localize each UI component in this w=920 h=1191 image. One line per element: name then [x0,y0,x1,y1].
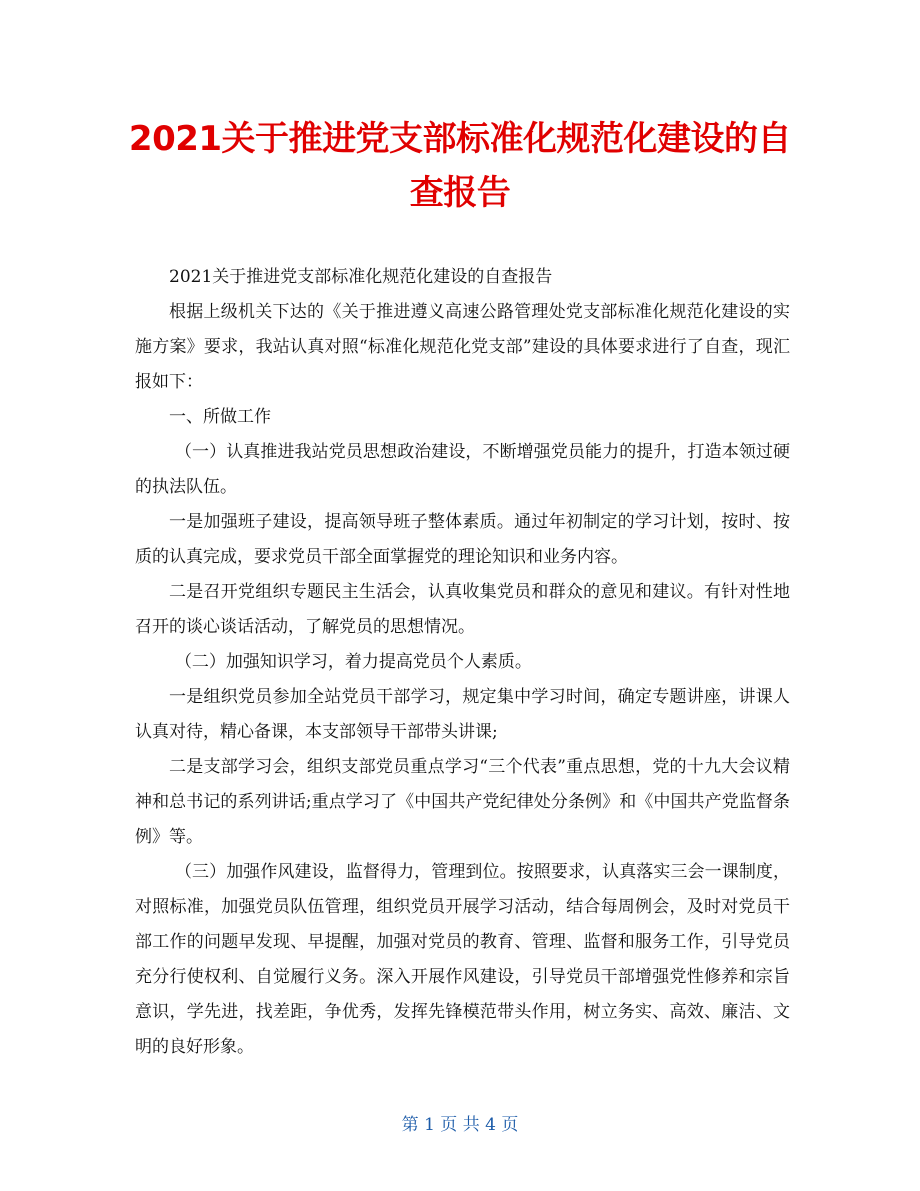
body-paragraph: 二是召开党组织专题民主生活会，认真收集党员和群众的意见和建议。有针对性地召开的谈心谈话活动，了解党员的思想情况。 [135,582,790,637]
subsection-heading: （一）认真推进我站党员思想政治建设，不断增强党员能力的提升，打造本领过硬的执法队伍。 [135,442,790,497]
subsection-heading: （三）加强作风建设，监督得力，管理到位。按照要求，认真落实三会一课制度，对照标准，加强党员队伍管理，组织党员开展学习活动，结合每周例会，及时对党员干部工作的问题早发现、早提醒，加强对党员的教育、管理、监督和服务工作，引导党员充分行使权利、自觉履行义务。深入开展作风建设，引导党员干部增强党性修养和宗旨意识，学先进，找差距，争优秀，发挥先锋模范带头作用，树立务实、高效、廉洁、文明的良好形象。 [135,862,790,1057]
body-paragraph: 一是加强班子建设，提高领导班子整体素质。通过年初制定的学习计划，按时、按质的认真完成，要求党员干部全面掌握党的理论知识和业务内容。 [135,512,790,567]
page-number-footer: 第 1 页 共 4 页 [401,1115,519,1135]
body-paragraph: 二是支部学习会，组织支部党员重点学习“三个代表”重点思想，党的十九大会议精神和总书记的系列讲话;重点学习了《中国共产党纪律处分条例》和《中国共产党监督条例》等。 [135,757,790,847]
body-paragraph: 一是组织党员参加全站党员干部学习，规定集中学习时间，确定专题讲座，讲课人认真对待，精心备课，本支部领导干部带头讲课; [135,687,790,742]
document-title: 2021关于推进党支部标准化规范化建设的自查报告 [128,119,792,213]
section-heading: 一、所做工作 [169,407,271,427]
body-paragraph: 根据上级机关下达的《关于推进遵义高速公路管理处党支部标准化规范化建设的实施方案》要求，我站认真对照“标准化规范化党支部”建设的具体要求进行了自查，现汇报如下： [135,302,790,392]
subsection-heading: （二）加强知识学习，着力提高党员个人素质。 [174,652,532,672]
body-paragraph: 2021关于推进党支部标准化规范化建设的自查报告 [169,267,553,287]
document-body [135,260,790,1065]
